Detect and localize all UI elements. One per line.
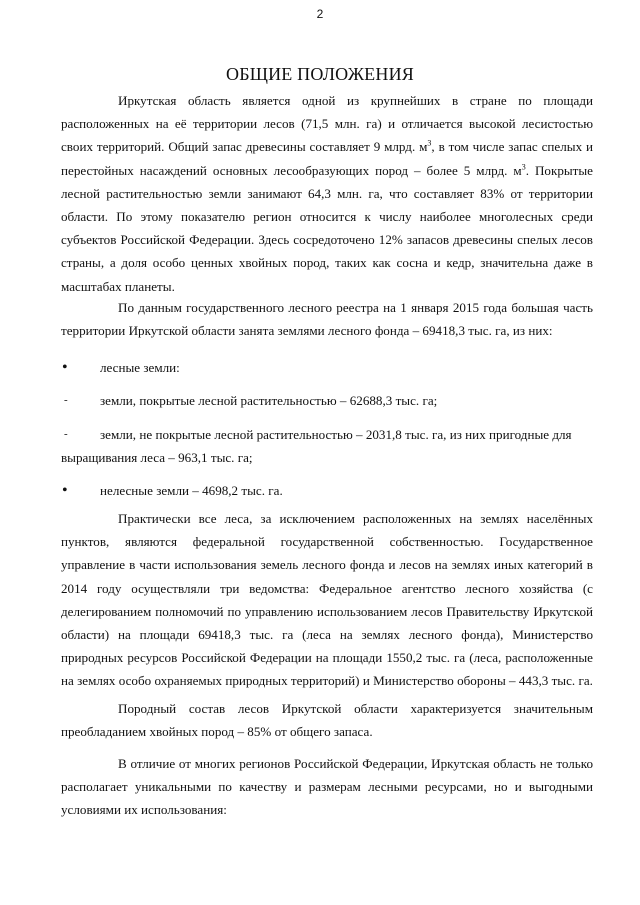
paragraph-forest-registry bbox=[61, 296, 593, 342]
list-item bbox=[61, 356, 593, 379]
paragraph-text: Практически все леса, за исключением расположенных на землях населённых пунктов, являются федеральной государственной собственностью. Государственное управление в части использования земель лесного фонда и лесов на землях иных категорий в 2014 году осуществляли три ведомства: Федеральное агентство лесного хозяйства (с делегированием полномочий по управлению использованием лесов Правительству Иркутской области) на площади 69418,3 тыс. га (леса на землях лесного фонда), Министерство природных ресурсов Российской Федерации на площади 1550,2 тыс. га (леса, расположенные на землях особо охраняемых природных территорий) и Министерство обороны – 443,3 тыс. га. bbox=[61, 511, 593, 689]
page-title: ОБЩИЕ ПОЛОЖЕНИЯ bbox=[226, 64, 414, 84]
superscript-cubic: 3 bbox=[427, 139, 432, 149]
paragraph-text: , в том числе запас спелых и перестойных насаждений основных лесообразующих пород – более 5 млрд. м bbox=[61, 139, 594, 178]
list-item-continuation bbox=[61, 446, 593, 469]
page-number: 2 bbox=[316, 7, 324, 21]
paragraph-forest-ownership bbox=[61, 507, 593, 693]
paragraph-advantages bbox=[61, 752, 593, 822]
list-item-text: лесные земли: bbox=[100, 360, 180, 375]
list-item-text: земли, покрытые лесной растительностью – 62688,3 тыс. га; bbox=[100, 393, 438, 408]
list-item bbox=[61, 389, 593, 412]
paragraph-text: По данным государственного лесного реестра на 1 января 2015 года большая часть территории Иркутской области занята землями лесного фонда – 69418,3 тыс. га, из них: bbox=[61, 300, 593, 339]
superscript-cubic: 3 bbox=[521, 162, 526, 172]
bullet-marker: • bbox=[62, 359, 68, 376]
dash-marker: - bbox=[64, 428, 68, 440]
paragraph-forest-overview bbox=[61, 89, 593, 298]
list-item-text: выращивания леса – 963,1 тыс. га; bbox=[61, 450, 253, 465]
list-item bbox=[61, 423, 593, 446]
paragraph-species-composition bbox=[61, 697, 593, 743]
bullet-marker: • bbox=[62, 482, 68, 499]
paragraph-text: Породный состав лесов Иркутской области характеризуется значительным преобладанием хвойных пород – 85% от общего запаса. bbox=[61, 701, 593, 740]
dash-marker: - bbox=[64, 394, 68, 406]
paragraph-text: . Покрытые лесной растительностью земли занимают 64,3 млн. га, что составляет 83% от территории области. По этому показателю регион относится к числу наиболее многолесных среди субъектов Российской Федерации. Здесь сосредоточено 12% запасов древесины спелых лесов страны, а доля особо ценных хвойных пород, таких как сосна и кедр, значительна даже в масштабах планеты. bbox=[61, 162, 593, 294]
paragraph-text: Иркутская область является одной из крупнейших в стране по площади расположенных на её территории лесов (71,5 млн. га) и отличается высокой лесистостью своих территорий. Общий запас древесины составляет 9 млрд. м bbox=[61, 93, 593, 155]
paragraph-text: В отличие от многих регионов Российской Федерации, Иркутская область не только располагает уникальными по качеству и размерам лесными ресурсами, но и выгодными условиями их использования: bbox=[61, 756, 593, 818]
list-item-text: нелесные земли – 4698,2 тыс. га. bbox=[100, 483, 283, 498]
list-item bbox=[61, 479, 593, 502]
list-item-text: земли, не покрытые лесной растительностью – 2031,8 тыс. га, из них пригодные для bbox=[100, 427, 572, 442]
